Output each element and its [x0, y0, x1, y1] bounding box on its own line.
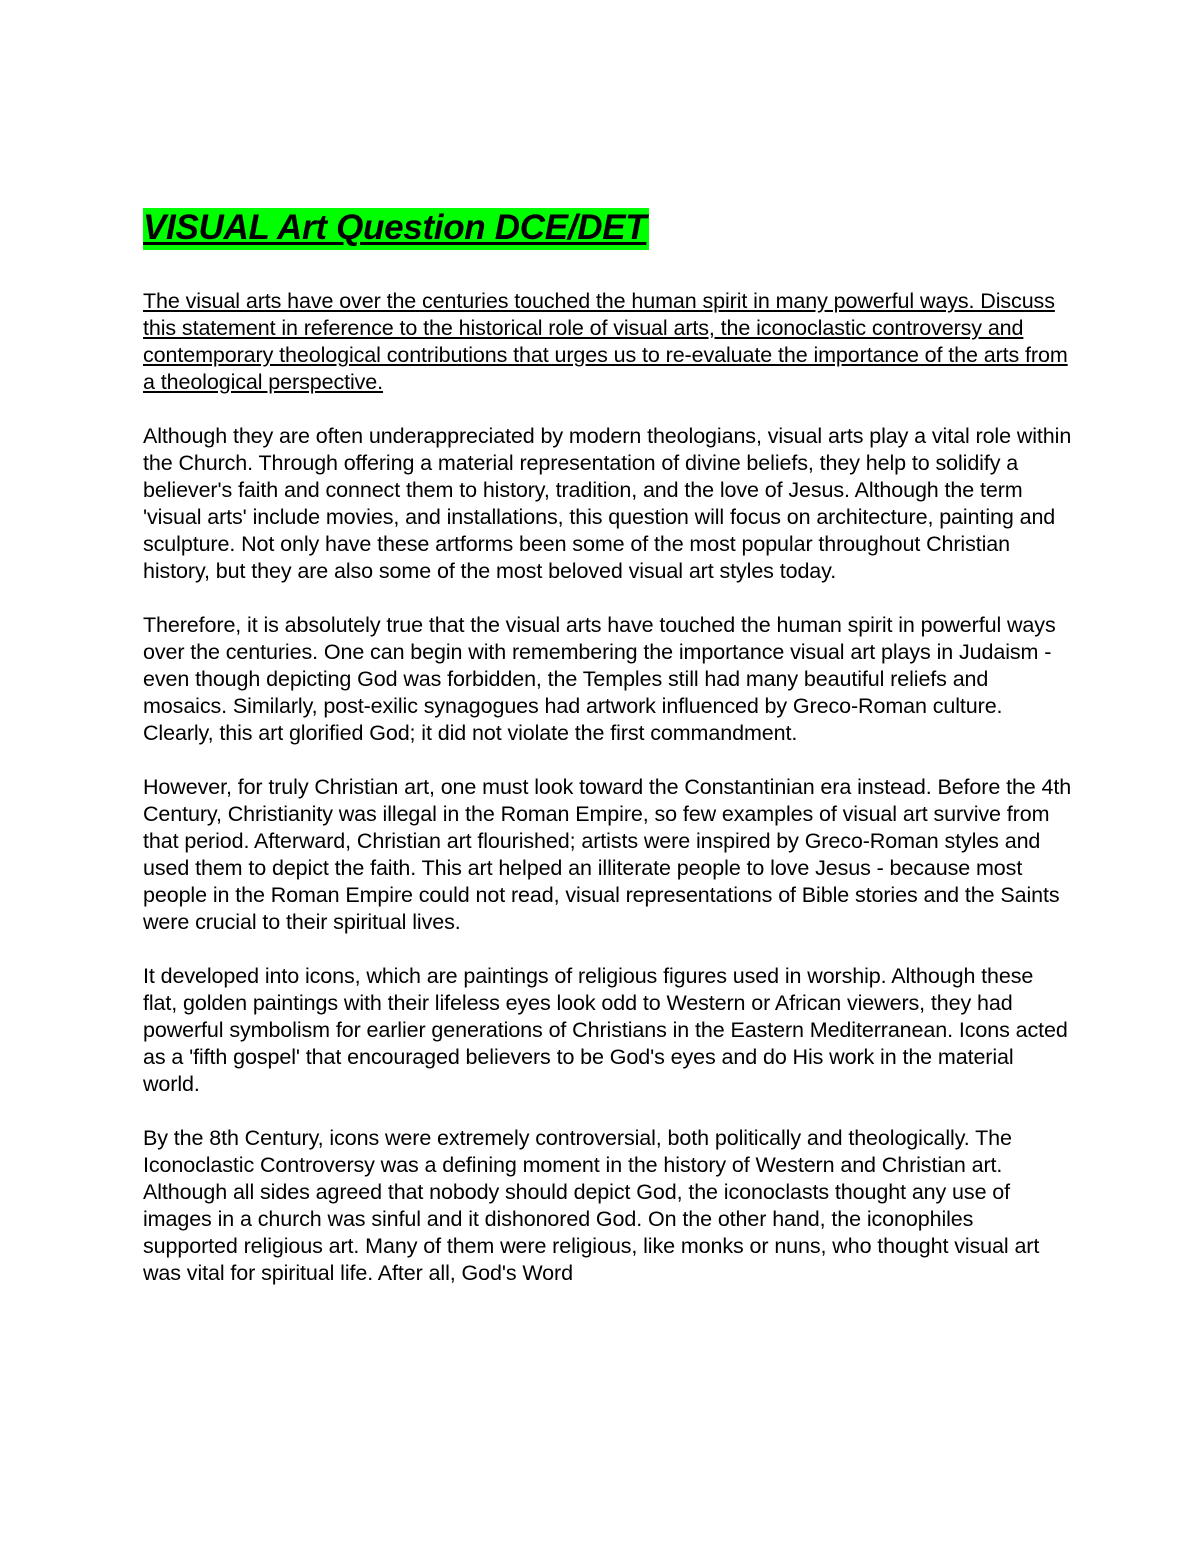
paragraph-2: Therefore, it is absolutely true that the visual arts have touched the human spirit in powerful ways over the centuries. One can begin with remembering the importance visual art plays in Judaism - even though depicting God was forbidden, the Temples still had many beautiful reliefs and mosaics. Similarly, post-exilic synagogues had artwork influenced by Greco-Roman culture. Clearly, this art glorified God; it did not violate the first commandment. — [143, 613, 1056, 745]
paragraph-4: It developed into icons, which are paintings of religious figures used in worship. Although these flat, golden paintings with their lifeless eyes look odd to Western or African viewers, they had powerful symbolism for earlier generations of Christians in the Eastern Mediterranean. Icons acted as a 'fifth gospel' that encouraged believers to be God's eyes and do His work in the material world. — [143, 964, 1068, 1096]
paragraph-3: However, for truly Christian art, one must look toward the Constantinian era instead. Before the 4th Century, Christianity was illegal in the Roman Empire, so few examples of visual art survive from that period. Afterward, Christian art flourished; artists were inspired by Greco-Roman styles and used them to depict the faith. This art helped an illiterate people to love Jesus - because most people in the Roman Empire could not read, visual representations of Bible stories and the Saints were crucial to their spiritual lives. — [143, 775, 1072, 934]
paragraph-5: By the 8th Century, icons were extremely controversial, both politically and theologically. The Iconoclastic Controversy was a defining moment in the history of Western and Christian art. Although all sides agreed that nobody should depict God, the iconoclasts thought any use of images in a church was sinful and it dishonored God. On the other hand, the iconophiles supported religious art. Many of them were religious, like monks or nuns, who thought visual art was vital for spiritual life. After all, God's Word — [143, 1126, 1040, 1285]
document-page — [143, 208, 1073, 1314]
question-statement: The visual arts have over the centuries touched the human spirit in many powerful ways. Discuss this statement in reference to the historical role of visual arts, the iconoclastic controversy and contemporary theological contributions that urges us to re-evaluate the importance of the arts from a theological perspective. — [143, 289, 1068, 394]
title-block — [143, 208, 1073, 250]
document-title: VISUAL Art Question DCE/DET — [143, 208, 649, 250]
paragraph-1: Although they are often underappreciated by modern theologians, visual arts play a vital role within the Church. Through offering a material representation of divine beliefs, they help to solidify a believer's faith and connect them to history, tradition, and the love of Jesus. Although the term 'visual arts' include movies, and installations, this question will focus on architecture, painting and sculpture. Not only have these artforms been some of the most popular throughout Christian history, but they are also some of the most beloved visual art styles today. — [143, 424, 1072, 583]
